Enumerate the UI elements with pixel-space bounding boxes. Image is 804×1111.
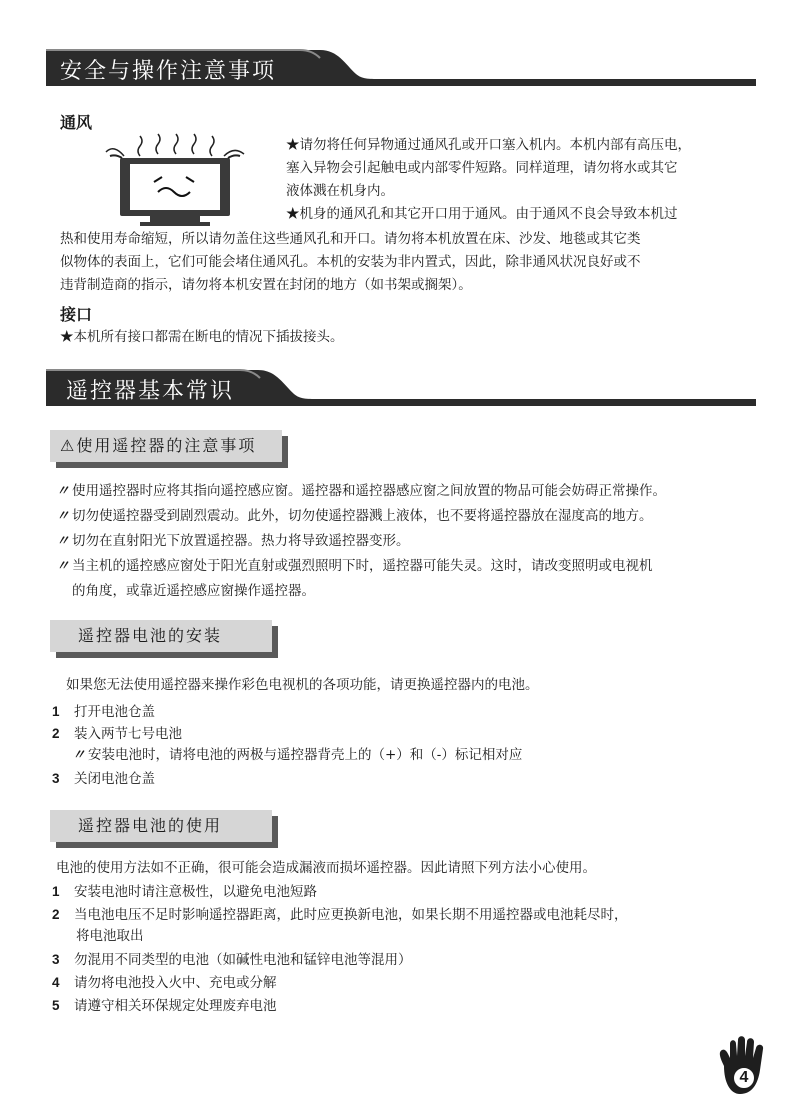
battery-install-note: 〃 安装电池时，请将电池的两极与遥控器背壳上的（+）和（-）标记相对应 (72, 744, 522, 767)
ventilation-text-line: 似物体的表面上，它们可能会堵住通风孔。本机的安装为非内置式，因此，除非通风状况良好或不 (60, 254, 641, 270)
note-bullet-icon: 〃 (56, 533, 70, 549)
safety-section-banner (0, 46, 804, 90)
battery-usage-item-continuation: 将电池取出 (76, 928, 144, 944)
caution-item: 〃 切勿使遥控器受到剧烈震动。此外，切勿使遥控器溅上液体，也不要将遥控器放在湿度高的地方。 (56, 505, 653, 528)
caution-item: 〃 当主机的遥控感应窗处于阳光直射或强烈照明下时，遥控器可能失灵。这时，请改变照明或电视机 (56, 555, 653, 578)
battery-usage-subheading (50, 810, 272, 842)
battery-usage-heading-text: 遥控器电池的使用 (50, 810, 272, 842)
caution-item: 〃 切勿在直射阳光下放置遥控器。热力将导致遥控器变形。 (56, 530, 410, 553)
interface-heading: 接口 (60, 305, 93, 324)
battery-usage-item: 2 当电池电压不足时影响遥控器距离，此时应更换新电池，如果长期不用遥控器或电池耗尽时， (52, 907, 628, 923)
page-number: 4 (739, 1069, 749, 1086)
caution-item: 〃 使用遥控器时应将其指向遥控感应窗。遥控器和遥控器感应窗之间放置的物品可能会妨碍正常操作。 (56, 480, 666, 503)
ventilation-text-line: ★机身的通风孔和其它开口用于通风。由于通风不良会导致本机过 (286, 206, 678, 222)
safety-section-title: 安全与操作注意事项 (60, 59, 277, 84)
hand-icon (714, 1036, 770, 1098)
battery-usage-intro: 电池的使用方法如不正确，很可能会造成漏液而损坏遥控器。因此请照下列方法小心使用。 (56, 860, 596, 876)
note-bullet-icon: 〃 (56, 508, 70, 524)
interface-text: ★本机所有接口都需在断电的情况下插拔接头。 (60, 329, 344, 345)
caution-item-continuation: 的角度，或靠近遥控感应窗操作遥控器。 (72, 583, 315, 599)
ventilation-text-line: 塞入异物会引起触电或内部零件短路。同样道理，请勿将水或其它 (286, 160, 678, 176)
ventilation-text-line: 违背制造商的指示，请勿将本机安置在封闭的地方（如书架或搁架）。 (60, 277, 472, 293)
battery-install-step: 3 关闭电池仓盖 (52, 771, 155, 787)
battery-install-heading-text: 遥控器电池的安装 (50, 620, 272, 652)
battery-install-intro: 如果您无法使用遥控器来操作彩色电视机的各项功能，请更换遥控器内的电池。 (66, 677, 539, 693)
ventilation-heading: 通风 (60, 113, 93, 132)
battery-install-step: 2 装入两节七号电池 (52, 726, 182, 742)
ventilation-text-line: ★请勿将任何异物通过通风孔或开口塞入机内。本机内部有高压电， (286, 137, 691, 153)
battery-install-subheading (50, 620, 272, 652)
battery-usage-item: 5 请遵守相关环保规定处理废弃电池 (52, 998, 277, 1014)
note-bullet-icon: 〃 (56, 483, 70, 499)
remote-section-banner (0, 366, 804, 410)
battery-install-step: 1 打开电池仓盖 (52, 704, 155, 720)
caution-subheading (50, 430, 282, 462)
overheating-tv-illustration (100, 132, 250, 228)
warning-triangle-icon: ⚠ (60, 436, 77, 455)
remote-section-title: 遥控器基本常识 (66, 379, 235, 404)
note-bullet-icon: 〃 (72, 747, 86, 763)
caution-heading-text: 使用遥控器的注意事项 (76, 436, 257, 455)
battery-usage-item: 4 请勿将电池投入火中、充电或分解 (52, 975, 277, 991)
page-number-hand (714, 1036, 770, 1098)
battery-usage-item: 3 勿混用不同类型的电池（如碱性电池和锰锌电池等混用） (52, 952, 412, 968)
ventilation-text-line: 热和使用寿命缩短，所以请勿盖住这些通风孔和开口。请勿将本机放置在床、沙发、地毯或其它类 (60, 231, 641, 247)
battery-usage-item: 1 安装电池时请注意极性，以避免电池短路 (52, 884, 317, 900)
note-bullet-icon: 〃 (56, 558, 70, 574)
ventilation-text-line: 液体溅在机身内。 (286, 183, 394, 199)
